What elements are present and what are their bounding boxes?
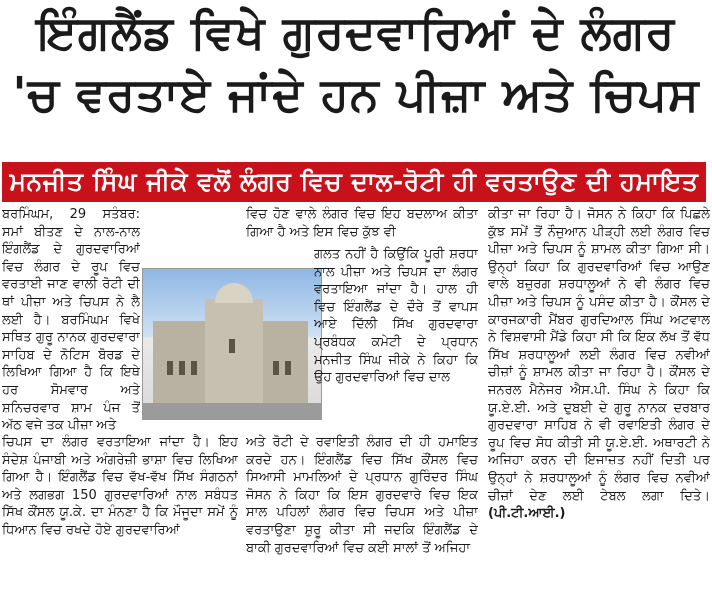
window-shape [179, 361, 185, 375]
window-shape [229, 339, 235, 353]
article-paragraph: ਗਲਤ ਨਹੀਂ ਹੈ ਕਿਉਂਕਿ ਪੂਰੀ ਸ਼ਰਧਾ ਨਾਲ ਪੀਜ਼ਾ ਅਤੇ ਚਿਪਸ ਦਾ ਲੰਗਰ ਵਰਤਾਇਆ ਜਾਂਦਾ ਹੈ। ਹਾਲ ਹੀ ਵਿਚ ਇੰਗਲੈਂਡ ਦੇ ਦੌਰੇ ਤੋਂ ਵਾਪਸ ਆਏ ਦਿੱਲੀ ਸਿੱਖ ਗੁਰਦਵਾਰਾ ਪ੍ਰਬੰਧਕ ਕਮੇਟੀ ਦੇ ਪ੍ਰਧਾਨ ਮਨਜੀਤ ਸਿੰਘ ਜੀਕੇ ਨੇ ਕਿਹਾ ਕਿ ਉਹ ਗੁਰਦਵਾਰਿਆਂ ਵਿਚ ਦਾਲ [314, 247, 478, 386]
headline [8, 4, 704, 122]
headline-line-1: ਇੰਗਲੈਂਡ ਵਿਖੇ ਗੁਰਦਵਾਰਿਆਂ ਦੇ ਲੰਗਰ [36, 5, 676, 59]
article-column-2-bottom [246, 434, 478, 592]
article-column-2-middle [314, 246, 478, 432]
road-shape [143, 403, 321, 419]
article-body [2, 206, 710, 592]
article-paragraph: ਬਰਮਿੰਘਮ, 29 ਸਤੰਬਰ: ਸਮਾਂ ਬੀਤਣ ਦੇ ਨਾਲ-ਨਾਲ ਇੰਗਲੈਂਡ ਦੇ ਗੁਰਦਵਾਰਿਆਂ ਵਿਚ ਲੰਗਰ ਦੇ ਰੂਪ ਵਿਚ ਵਰਤਾਈ ਜਾਣ ਵਾਲੀ ਰੋਟੀ ਦੀ ਥਾਂ ਪੀਜ਼ਾ ਅਤੇ ਚਿਪਸ ਨੇ ਲੈ ਲਈ ਹੈ। ਬਰਮਿੰਘਮ ਵਿਖੇ ਸਥਿਤ ਗੁਰੂ ਨਾਨਕ ਗੁਰਦਵਾਰਾ ਸਾਹਿਬ ਦੇ ਨੋਟਿਸ ਬੋਰਡ ਦੇ ਲਿਖਿਆ ਗਿਆ ਹੈ ਕਿ ਇਥੇ ਹਰ ਸੋਮਵਾਰ ਅਤੇ ਸ਼ਨਿਚਰਵਾਰ ਸ਼ਾਮ ਪੰਜ ਤੋਂ ਅੱਠ ਵਜੇ ਤਕ ਪੀਜ਼ਾ ਅਤੇ [2, 207, 140, 434]
headline-line-2: 'ਚ ਵਰਤਾਏ ਜਾਂਦੇ ਹਨ ਪੀਜ਼ਾ ਅਤੇ ਚਿਪਸ [12, 67, 700, 121]
window-shape [273, 361, 279, 375]
window-shape [167, 361, 173, 375]
news-agency-credit: (ਪੀ.ਟੀ.ਆਈ.) [488, 506, 566, 522]
article-text: ਕੀਤਾ ਜਾ ਰਿਹਾ ਹੈ। ਜੋਸਨ ਨੇ ਕਿਹਾ ਕਿ ਪਿਛਲੇ ਕੁੱਝ ਸਮੇਂ ਤੋਂ ਨੌਜੁਆਨ ਪੀੜ੍ਹੀ ਲਈ ਲੰਗਰ ਵਿਚ ਪੀਜ਼ਾ ਅਤੇ ਚਿਪਸ ਨੂੰ ਸ਼ਾਮਲ ਕੀਤਾ ਗਿਆ ਸੀ। ਉਨ੍ਹਾਂ ਕਿਹਾ ਕਿ ਗੁਰਦਵਾਰਿਆਂ ਵਿਚ ਆਉਣ ਵਾਲੇ ਬਜ਼ੁਰਗ ਸ਼ਰਧਾਲੂਆਂ ਨੇ ਵੀ ਲੰਗਰ ਵਿਚ ਪੀਜ਼ਾ ਅਤੇ ਚਿਪਸ ਨੂੰ ਪਸੰਦ ਕੀਤਾ ਹੈ। ਕੌਂਸਲ ਦੇ ਕਾਰਜਕਾਰੀ ਮੈਂਬਰ ਗੁਰਦਿਆਲ ਸਿੰਘ ਅਟਵਾਲ ਨੇ ਵਿਸ਼ਵਾਸੀ ਮੈਂਡੇ ਕਿਹਾ ਸੀ ਕਿ ਇਕ ਲੱਖ ਤੋਂ ਵੱਧ ਸਿੱਖ ਸ਼ਰਧਾਲੂਆਂ ਲਈ ਲੰਗਰ ਵਿਚ ਨਵੀਆਂ ਚੀਜ਼ਾਂ ਨੂੰ ਸ਼ਾਮਲ ਕੀਤਾ ਜਾ ਰਿਹਾ ਹੈ। ਕੌਂਸਲ ਦੇ ਜਨਰਲ ਮੈਨੇਜਰ ਐਸ.ਪੀ. ਸਿੰਘ ਨੇ ਕਿਹਾ ਕਿ ਯੂ.ਏ.ਈ. ਅਤੇ ਦੁਬਈ ਦੇ ਗੁਰੂ ਨਾਨਕ ਦਰਬਾਰ ਗੁਰਦਵਾਰਾ ਸਾਹਿਬ ਨੇ ਵੀ ਰਵਾਇਤੀ ਲੰਗਰ ਦੇ ਰੂਪ ਵਿਚ ਸੋਧ ਕੀਤੀ ਸੀ ਯੂ.ਏ.ਈ. ਅਥਾਰਟੀ ਨੇ ਅਜਿਹਾ ਕਰਨ ਦੀ ਇਜਾਜ਼ਤ ਨਹੀਂ ਦਿਤੀ ਪਰ ਉਨ੍ਹਾਂ ਨੇ ਸ਼ਰਧਾਲੂਆਂ ਨੂੰ ਲੰਗਰ ਵਿਚ ਨਵੀਆਂ ਚੀਜ਼ਾਂ ਦੇਣ ਲਈ ਟੇਬਲ ਲਗਾ ਦਿਤੇ। [488, 207, 710, 504]
subheadline-banner: ਮਨਜੀਤ ਸਿੰਘ ਜੀਕੇ ਵਲੋਂ ਲੰਗਰ ਵਿਚ ਦਾਲ-ਰੋਟੀ ਹੀ ਵਰਤਾਉਣ ਦੀ ਹਮਾਇਤ [2, 162, 706, 202]
article-column-2-top [246, 206, 478, 246]
article-column-1-bottom [2, 434, 238, 592]
article-paragraph [488, 206, 710, 523]
article-paragraph: ਅਤੇ ਰੋਟੀ ਦੇ ਰਵਾਇਤੀ ਲੰਗਰ ਦੀ ਹੀ ਹਮਾਇਤ ਕਰਦੇ ਹਨ। ਇੰਗਲੈਂਡ ਵਿਚ ਸਿੱਖ ਕੌਂਸਲ ਵਿਚ ਸਿਆਸੀ ਮਾਮਲਿਆਂ ਦੇ ਪ੍ਰਧਾਨ ਗੁਰਿੰਦਰ ਸਿੰਘ ਜੋਸਨ ਨੇ ਕਿਹਾ ਕਿ ਇਸ ਗੁਰਦਵਾਰੇ ਵਿਚ ਇਕ ਸਾਲ ਪਹਿਲਾਂ ਲੰਗਰ ਵਿਚ ਚਿਪਸ ਅਤੇ ਪੀਜ਼ਾ ਵਰਤਾਉਣਾ ਸ਼ੁਰੂ ਕੀਤਾ ਸੀ ਜਦਕਿ ਇੰਗਲੈਂਡ ਦੇ ਬਾਕੀ ਗੁਰਦਵਾਰਿਆਂ ਵਿਚ ਕਈ ਸਾਲਾਂ ਤੋਂ ਅਜਿਹਾ [246, 435, 478, 556]
article-paragraph: ਵਿਚ ਹੋਣ ਵਾਲੇ ਲੰਗਰ ਵਿਚ ਇਹ ਬਦਲਾਅ ਕੀਤਾ ਗਿਆ ਹੈ ਅਤੇ ਇਸ ਵਿਚ ਕੁੱਝ ਵੀ [246, 207, 478, 240]
window-shape [285, 361, 291, 375]
gurdwara-photo [142, 268, 322, 420]
article-column-3 [488, 206, 710, 592]
dome-shape [215, 283, 253, 303]
window-shape [191, 361, 197, 375]
article-paragraph: ਚਿਪਸ ਦਾ ਲੰਗਰ ਵਰਤਾਇਆ ਜਾਂਦਾ ਹੈ। ਇਹ ਸੰਦੇਸ਼ ਪੰਜਾਬੀ ਅਤੇ ਅੰਗਰੇਜ਼ੀ ਭਾਸ਼ਾ ਵਿਚ ਲਿਖਿਆ ਗਿਆ ਹੈ। ਇੰਗਲੈਂਡ ਵਿਚ ਵੱਖ-ਵੱਖ ਸਿੱਖ ਸੰਗਠਨਾਂ ਅਤੇ ਲਗਭਗ 150 ਗੁਰਦਵਾਰਿਆਂ ਨਾਲ ਸਬੰਧਤ ਸਿੱਖ ਕੌਂਸਲ ਯੂ.ਕੇ. ਦਾ ਮੰਨਣਾ ਹੈ ਕਿ ਮੌਜੂਦਾ ਸਮੇਂ ਨੂੰ ਧਿਆਨ ਵਿਚ ਰਖਦੇ ਹੋਏ ਗੁਰਦਵਾਰਿਆਂ [2, 435, 238, 538]
